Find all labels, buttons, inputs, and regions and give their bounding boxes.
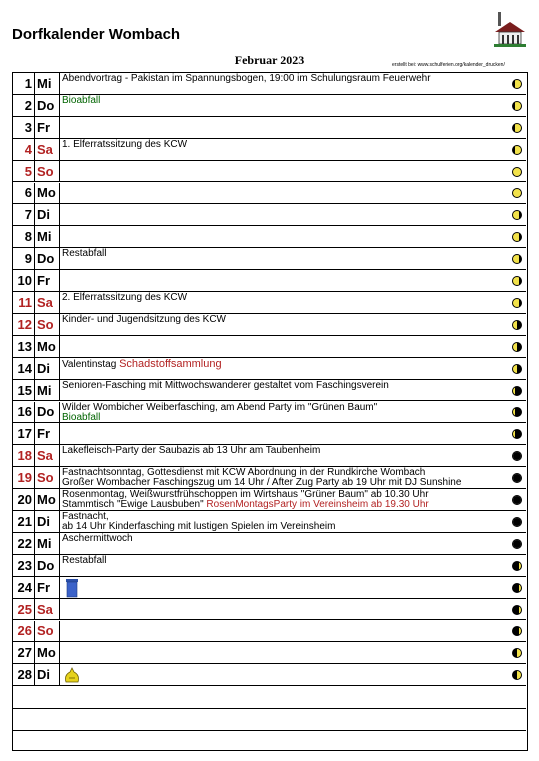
event-text-highlight: Schadstoffsammlung bbox=[119, 357, 222, 370]
credit-note: erstellt bei: www.schulferien.org/kalender_drucken/ bbox=[392, 62, 505, 68]
moon-phase-icon bbox=[512, 648, 522, 658]
day-row bbox=[13, 511, 526, 533]
day-number: 22 bbox=[13, 533, 35, 554]
day-row bbox=[13, 139, 526, 161]
moon-phase-icon bbox=[512, 320, 522, 330]
moon-phase-icon bbox=[512, 670, 522, 680]
day-events bbox=[62, 556, 504, 566]
weekday: Mi bbox=[35, 380, 60, 401]
day-row bbox=[13, 599, 526, 621]
moon-phase-icon bbox=[512, 561, 522, 571]
moon-phase-icon bbox=[512, 386, 522, 396]
yellow-bag-icon bbox=[63, 666, 81, 684]
day-number: 21 bbox=[13, 511, 35, 532]
moon-phase-icon bbox=[512, 517, 522, 527]
event-text: Bioabfall bbox=[62, 411, 101, 423]
day-number: 23 bbox=[13, 555, 35, 576]
moon-phase-icon bbox=[512, 605, 522, 615]
day-number: 24 bbox=[13, 577, 35, 598]
day-number: 26 bbox=[13, 621, 35, 642]
day-events bbox=[62, 403, 504, 423]
weekday: Fr bbox=[35, 423, 60, 444]
day-number: 14 bbox=[13, 358, 35, 379]
day-events bbox=[62, 140, 504, 150]
blue-bin-icon bbox=[65, 578, 79, 598]
day-number: 20 bbox=[13, 489, 35, 510]
day-events bbox=[62, 534, 504, 544]
day-number: 8 bbox=[13, 226, 35, 247]
weekday: Sa bbox=[35, 292, 60, 313]
day-row bbox=[13, 621, 526, 643]
day-row bbox=[13, 336, 526, 358]
moon-phase-icon bbox=[512, 583, 522, 593]
moon-phase-icon bbox=[512, 473, 522, 483]
weekday: Mo bbox=[35, 336, 60, 357]
day-row bbox=[13, 555, 526, 577]
day-row bbox=[13, 314, 526, 336]
weekday: Mo bbox=[35, 642, 60, 663]
event-text: Lakefleisch-Party der Saubazis ab 13 Uhr am Taubenheim bbox=[62, 445, 321, 457]
day-number: 12 bbox=[13, 314, 35, 335]
day-number: 11 bbox=[13, 292, 35, 313]
event-text: Rosenmontag, Weißwurstfrühschoppen im Wirtshaus "Grüner Baum" ab 10.30 Uhr bbox=[62, 489, 429, 501]
day-row bbox=[13, 270, 526, 292]
event-text: Stammtisch "Ewige Lausbuben" bbox=[62, 499, 204, 511]
moon-phase-icon bbox=[512, 495, 522, 505]
weekday: Di bbox=[35, 664, 60, 685]
day-row bbox=[13, 95, 526, 117]
weekday: Fr bbox=[35, 117, 60, 138]
event-text: Wilder Wombicher Weiberfasching, am Abend Party im "Grünen Baum" bbox=[62, 401, 378, 413]
event-text: Restabfall bbox=[62, 554, 107, 566]
day-row bbox=[13, 73, 526, 95]
day-events bbox=[62, 512, 504, 532]
day-events bbox=[62, 96, 504, 106]
weekday: Mi bbox=[35, 533, 60, 554]
day-events bbox=[62, 74, 504, 84]
event-text: ab 14 Uhr Kinderfasching mit lustigen Spielen im Vereinsheim bbox=[62, 521, 336, 532]
day-row bbox=[13, 533, 526, 555]
day-number: 4 bbox=[13, 139, 35, 160]
day-number: 18 bbox=[13, 445, 35, 466]
moon-phase-icon bbox=[512, 101, 522, 111]
event-text: Fastnacht, bbox=[62, 511, 109, 522]
day-events bbox=[62, 381, 504, 391]
empty-row bbox=[13, 730, 526, 752]
empty-row bbox=[13, 708, 526, 731]
page-title: Dorfkalender Wombach bbox=[12, 26, 181, 43]
weekday: So bbox=[35, 621, 60, 642]
event-text-highlight: RosenMontagsParty im Vereinsheim ab 19.30 Uhr bbox=[206, 499, 429, 511]
weekday: Mi bbox=[35, 226, 60, 247]
event-text: Restabfall bbox=[62, 248, 107, 260]
day-row bbox=[13, 445, 526, 467]
day-row bbox=[13, 380, 526, 402]
event-text: Fastnachtsonntag, Gottesdienst mit KCW Abordnung in der Rundkirche Wombach bbox=[62, 467, 426, 479]
day-row bbox=[13, 117, 526, 139]
day-row bbox=[13, 226, 526, 248]
day-number: 6 bbox=[13, 183, 35, 204]
moon-phase-icon bbox=[512, 145, 522, 155]
day-row bbox=[13, 577, 526, 599]
event-text: 1. Elferratssitzung des KCW bbox=[62, 138, 188, 150]
day-events bbox=[62, 249, 504, 259]
event-text: Aschermittwoch bbox=[62, 532, 133, 544]
weekday: So bbox=[35, 314, 60, 335]
event-text: Großer Wombacher Faschingszug um 14 Uhr / After Zug Party ab 19 Uhr mit DJ Sunshine bbox=[62, 477, 462, 489]
event-text: Senioren-Fasching mit Mittwochswanderer gestaltet vom Faschingsverein bbox=[62, 379, 389, 391]
moon-phase-icon bbox=[512, 298, 522, 308]
day-row bbox=[13, 358, 526, 380]
moon-phase-icon bbox=[512, 232, 522, 242]
day-number: 17 bbox=[13, 423, 35, 444]
day-events bbox=[62, 490, 504, 510]
weekday: Mo bbox=[35, 183, 60, 204]
weekday: Sa bbox=[35, 139, 60, 160]
moon-phase-icon bbox=[512, 276, 522, 286]
day-number: 9 bbox=[13, 248, 35, 269]
moon-phase-icon bbox=[512, 167, 522, 177]
day-number: 7 bbox=[13, 204, 35, 225]
day-number: 28 bbox=[13, 664, 35, 685]
day-number: 10 bbox=[13, 270, 35, 291]
day-row bbox=[13, 664, 526, 686]
weekday: Fr bbox=[35, 270, 60, 291]
weekday: Mi bbox=[35, 73, 60, 94]
moon-phase-icon bbox=[512, 342, 522, 352]
day-row bbox=[13, 292, 526, 314]
day-events bbox=[62, 315, 504, 325]
weekday: So bbox=[35, 161, 60, 182]
day-number: 13 bbox=[13, 336, 35, 357]
day-number: 27 bbox=[13, 642, 35, 663]
empty-row bbox=[13, 686, 526, 709]
weekday: Sa bbox=[35, 599, 60, 620]
weekday: Do bbox=[35, 95, 60, 116]
moon-phase-icon bbox=[512, 254, 522, 264]
weekday: Di bbox=[35, 358, 60, 379]
day-number: 2 bbox=[13, 95, 35, 116]
weekday: Di bbox=[35, 511, 60, 532]
weekday: Di bbox=[35, 204, 60, 225]
day-row bbox=[13, 183, 526, 205]
moon-phase-icon bbox=[512, 188, 522, 198]
church-logo-icon bbox=[492, 10, 528, 48]
calendar-table bbox=[12, 72, 528, 751]
day-row bbox=[13, 489, 526, 511]
event-text: Kinder- und Jugendsitzung des KCW bbox=[62, 313, 226, 325]
day-number: 15 bbox=[13, 380, 35, 401]
weekday: Mo bbox=[35, 489, 60, 510]
weekday: So bbox=[35, 467, 60, 488]
weekday: Sa bbox=[35, 445, 60, 466]
event-text: Bioabfall bbox=[62, 94, 101, 106]
event-text: 2. Elferratssitzung des KCW bbox=[62, 292, 188, 303]
day-row bbox=[13, 248, 526, 270]
weekday: Do bbox=[35, 555, 60, 576]
event-text: Valentinstag bbox=[62, 358, 117, 370]
day-row bbox=[13, 402, 526, 424]
day-row bbox=[13, 204, 526, 226]
day-number: 5 bbox=[13, 161, 35, 182]
month-heading: Februar 2023 bbox=[234, 53, 305, 67]
day-number: 16 bbox=[13, 402, 35, 423]
day-events bbox=[62, 446, 504, 456]
day-number: 1 bbox=[13, 73, 35, 94]
weekday: Do bbox=[35, 402, 60, 423]
moon-phase-icon bbox=[512, 626, 522, 636]
moon-phase-icon bbox=[512, 364, 522, 374]
day-events bbox=[62, 359, 504, 370]
day-row bbox=[13, 467, 526, 489]
day-number: 25 bbox=[13, 599, 35, 620]
moon-phase-icon bbox=[512, 79, 522, 89]
moon-phase-icon bbox=[512, 210, 522, 220]
moon-phase-icon bbox=[512, 451, 522, 461]
day-row bbox=[13, 161, 526, 183]
moon-phase-icon bbox=[512, 123, 522, 133]
day-row bbox=[13, 423, 526, 445]
moon-phase-icon bbox=[512, 407, 522, 417]
weekday: Fr bbox=[35, 577, 60, 598]
moon-phase-icon bbox=[512, 539, 522, 549]
day-number: 19 bbox=[13, 467, 35, 488]
day-events bbox=[62, 468, 504, 488]
event-text: Abendvortrag - Pakistan im Spannungsbogen, 19:00 im Schulungsraum Feuerwehr bbox=[62, 73, 431, 84]
weekday: Do bbox=[35, 248, 60, 269]
day-row bbox=[13, 642, 526, 664]
day-number: 3 bbox=[13, 117, 35, 138]
moon-phase-icon bbox=[512, 429, 522, 439]
day-events bbox=[62, 293, 504, 303]
